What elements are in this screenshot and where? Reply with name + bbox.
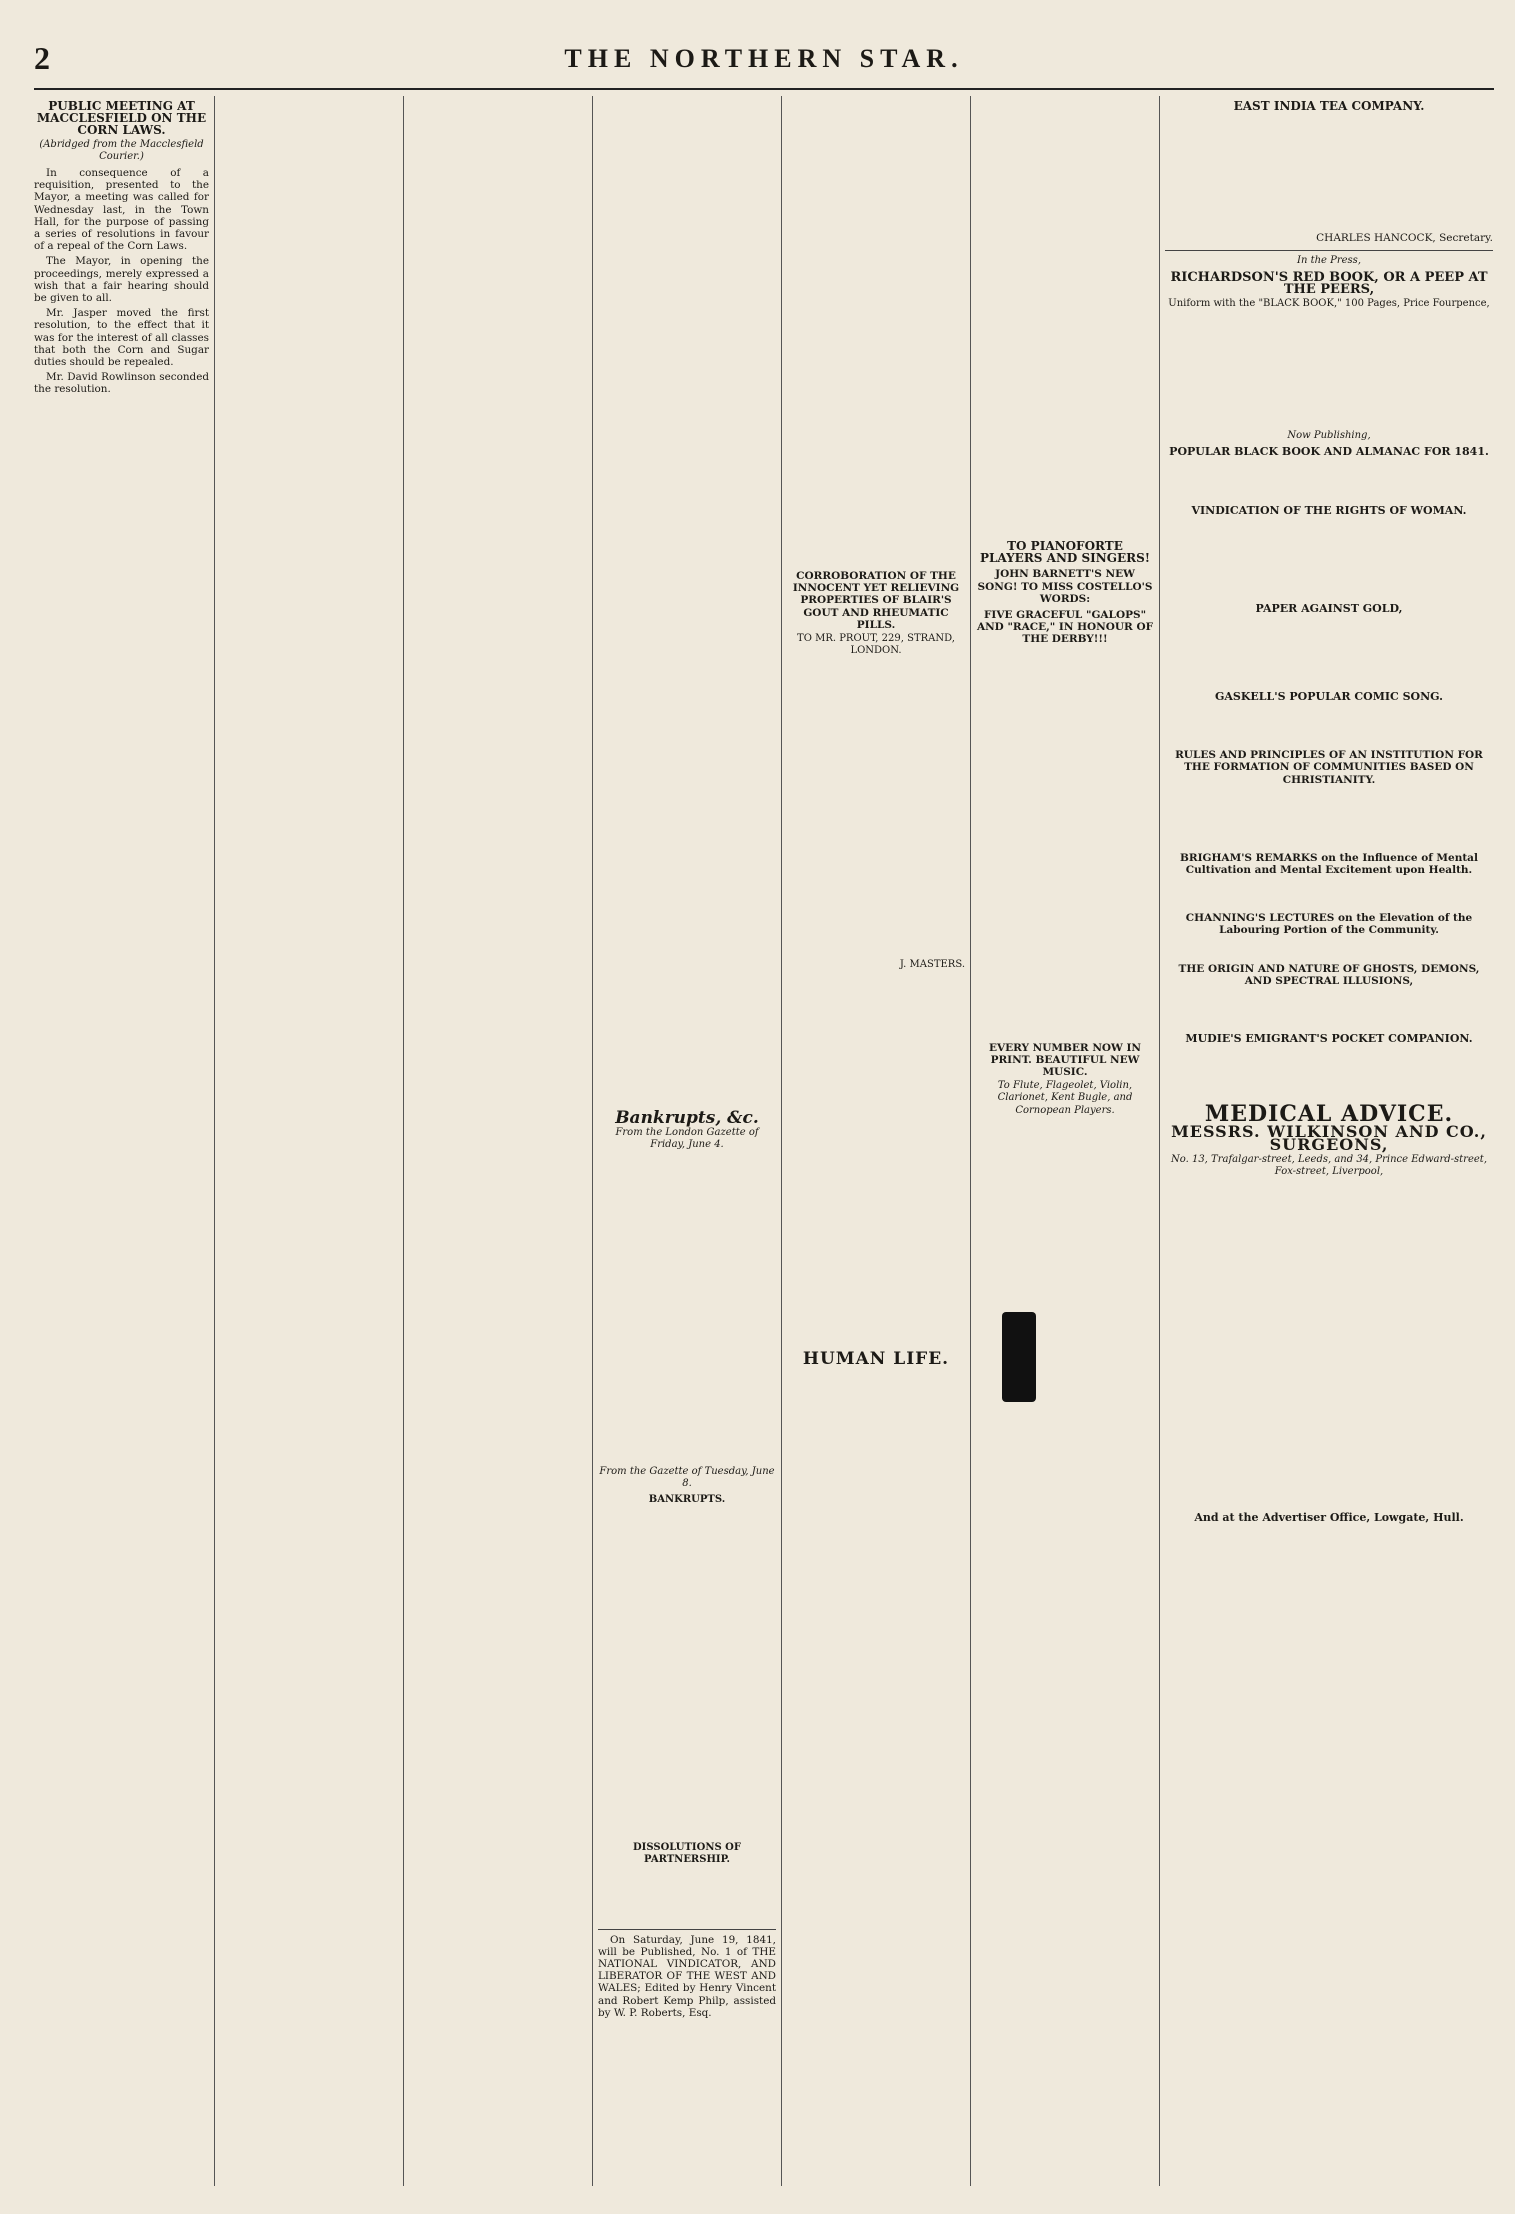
ink-blot [1002, 1312, 1036, 1402]
column-4 [598, 96, 776, 2186]
surgeons-address: No. 13, Trafalgar-street, Leeds, and 34, Prince Edward-street, Fox-street, Liverpool, [1171, 1153, 1487, 1178]
press-line: In the Press, [1165, 250, 1493, 267]
rules-title: RULES AND PRINCIPLES OF AN INSTITUTION FOR THE FORMATION OF COMMUNITIES BASED ON CHRISTIANITY. [1175, 749, 1483, 786]
column-7 [1165, 96, 1493, 2186]
gazette-date-1: From the London Gazette of Friday, June 4. [615, 1127, 759, 1151]
rules-text [1165, 788, 1493, 848]
pianista-advert-text [976, 648, 1154, 1038]
article-heading: PUBLIC MEETING AT MACCLESFIELD ON THE CORN LAWS. [36, 99, 207, 138]
almanac-text [1165, 461, 1493, 501]
instrument-list: To Flute, Flageolet, Violin, Clarionet, Kent Bugle, and Cornopean Players. [997, 1080, 1133, 1116]
channing-text [1165, 939, 1493, 959]
column-5-middle-text [787, 972, 965, 1347]
column-rule [781, 96, 782, 2186]
column-rule [1159, 96, 1160, 2186]
page-number: 2 [34, 40, 50, 76]
article-subheading: (Abridged from the Macclesfield Courier.) [39, 138, 204, 162]
column-4-upper-text [598, 96, 776, 1106]
article-paragraph: In consequence of a requisition, presented to the Mayor, a meeting was called for Wednesday last, in the Town Hall, for the purpose of passing a series of resolutions in favour of a repeal of the Corn Laws. [34, 167, 209, 253]
article-paragraph: Mr. Jasper moved the first resolution, to the effect that it was for the interest of all classes that both the Corn and Sugar duties should be repealed. [34, 307, 209, 369]
new-music-heading: EVERY NUMBER NOW IN PRINT. BEAUTIFUL NEW MUSIC. [988, 1041, 1142, 1079]
gazette-list-2 [598, 1508, 776, 1838]
column-rule [214, 96, 215, 2186]
human-life-heading: HUMAN LIFE. [802, 1348, 950, 1369]
paper-against-gold-text [1165, 617, 1493, 687]
column-5 [787, 96, 965, 2186]
tea-advert-text [1165, 114, 1493, 232]
letter-address: TO MR. PROUT, 229, STRAND, LONDON. [797, 633, 955, 657]
tea-signature: CHARLES HANCOCK, Secretary. [1316, 232, 1493, 245]
column-rule [970, 96, 971, 2186]
ghosts-title: THE ORIGIN AND NATURE OF GHOSTS, DEMONS, AND SPECTRAL ILLUSIONS, [1178, 962, 1480, 987]
almanac-title: POPULAR BLACK BOOK AND ALMANAC FOR 1841. [1169, 445, 1489, 459]
mudie-text [1165, 1047, 1493, 1102]
gazette-list-1 [598, 1156, 776, 1466]
article-paragraph: Mr. David Rowlinson seconded the resolution. [34, 371, 209, 396]
gaskell-text [1165, 705, 1493, 745]
column-1 [34, 96, 209, 2186]
pianoforte-heading: TO PIANOFORTE PLAYERS AND SINGERS! [979, 539, 1151, 566]
galops-title: FIVE GRACEFUL "GALOPS" AND "RACE," IN HONOUR OF THE DERBY!!! [976, 609, 1154, 646]
bankrupts-label: BANKRUPTS. [648, 1494, 726, 1506]
partnerships-label: DISSOLUTIONS OF PARTNERSHIP. [633, 1842, 741, 1866]
tea-company-heading: EAST INDIA TEA COMPANY. [1233, 99, 1425, 113]
masthead: THE NORTHERN STAR. [564, 44, 964, 73]
red-book-title: RICHARDSON'S RED BOOK, OR A PEEP AT THE PEERS, [1170, 269, 1488, 297]
barnett-song-title: JOHN BARNETT'S NEW SONG! TO MISS COSTELLO'S WORDS: [977, 568, 1153, 605]
closing-line: And at the Advertiser Office, Lowgate, Hull. [1194, 1511, 1464, 1525]
red-book-text [1165, 310, 1493, 430]
page-header [34, 40, 1494, 90]
gazette-date-2: From the Gazette of Tuesday, June 8. [599, 1465, 775, 1489]
column-3 [409, 96, 587, 2186]
column-5-upper-text [787, 96, 965, 566]
brigham-title: BRIGHAM'S REMARKS on the Influence of Mental Cultivation and Mental Excitement upon Health. [1180, 851, 1478, 877]
gaskell-title: GASKELL'S POPULAR COMIC SONG. [1214, 690, 1444, 704]
blairs-pills-heading: CORROBORATION OF THE INNOCENT YET RELIEVING PROPERTIES OF BLAIR'S GOUT AND RHEUMATIC PILLS. [792, 570, 960, 631]
medical-advert-text [1165, 1182, 1493, 1512]
channing-title: CHANNING'S LECTURES on the Elevation of the Labouring Portion of the Community. [1185, 912, 1473, 937]
vindicator-notice: On Saturday, June 19, 1841, will be Published, No. 1 of THE NATIONAL VINDICATOR, AND LIBERATOR OF THE WEST AND WALES; Edited by Henry Vincent and Robert Kemp Philp, assisted by W. P. Roberts, Esq. [598, 1929, 776, 2019]
letter-signature: J. MASTERS. [899, 959, 965, 971]
column-6 [976, 96, 1154, 2186]
column-2 [220, 96, 398, 2186]
bankrupts-heading: Bankrupts, &c. [615, 1108, 759, 1128]
article-paragraph: The Mayor, in opening the proceedings, merely expressed a wish that a fair hearing should be given to all. [34, 255, 209, 305]
vindication-text [1165, 519, 1493, 599]
letter-text [787, 659, 965, 959]
publishing-line: Now Publishing, [1287, 430, 1371, 442]
paper-against-gold-title: PAPER AGAINST GOLD, [1255, 601, 1403, 615]
surgeons-firm-heading: MESSRS. WILKINSON AND CO., SURGEONS, [1171, 1122, 1487, 1154]
column-rule [592, 96, 593, 2186]
red-book-uniform: Uniform with the "BLACK BOOK," 100 Pages, Price Fourpence, [1168, 298, 1490, 310]
vindication-title: VINDICATION OF THE RIGHTS OF WOMAN. [1191, 503, 1467, 517]
mudie-title: MUDIE'S EMIGRANT'S POCKET COMPANION. [1185, 1032, 1473, 1046]
ghosts-text [1165, 989, 1493, 1029]
column-rule [403, 96, 404, 2186]
brigham-text [1165, 878, 1493, 908]
partnerships-list [598, 1869, 776, 1929]
medical-advice-heading: MEDICAL ADVICE. [1204, 1101, 1454, 1128]
column-6-upper-text [976, 96, 1154, 536]
